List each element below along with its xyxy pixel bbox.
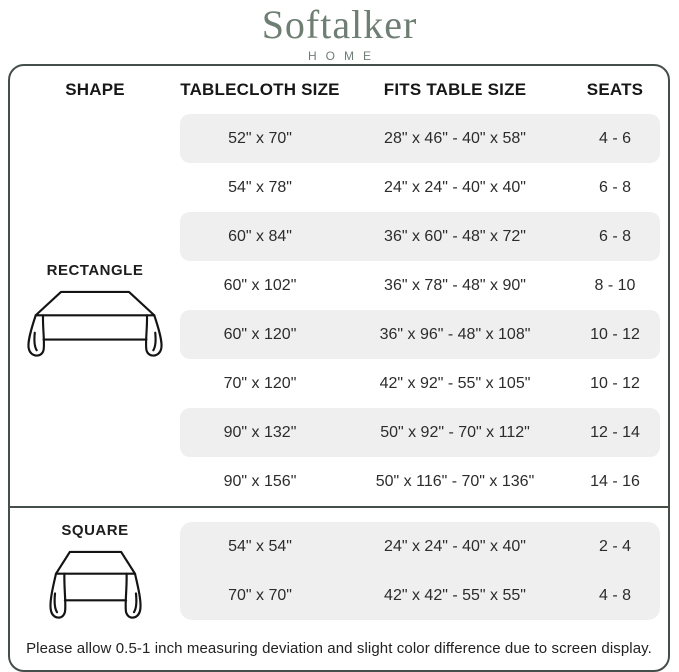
table-row [180,261,660,310]
fits-table-size-cell: 36" x 96" - 48" x 108" [379,325,531,343]
seats-cell: 4 - 6 [598,129,631,147]
tablecloth-size-cell: 52" x 70" [228,129,292,147]
seats-cell: 10 - 12 [590,325,640,343]
seats-cell: 4 - 8 [598,586,631,604]
seats-cell: 14 - 16 [590,472,640,490]
table-row [180,522,660,571]
tablecloth-size-cell: 54" x 54" [228,537,292,555]
header-shape: SHAPE [65,80,125,99]
seats-cell: 2 - 4 [598,537,631,555]
square-rows-block [180,522,660,620]
table-row [180,408,660,457]
header-row [10,66,668,114]
fits-table-size-cell: 36" x 78" - 48" x 90" [384,276,526,294]
measuring-deviation-note: Please allow 0.5-1 inch measuring deviation and slight color difference due to screen display. [26,640,652,657]
rectangle-rows [180,114,660,506]
rectangle-tablecloth-icon [27,289,163,359]
tablecloth-size-cell: 60" x 102" [223,276,297,294]
tablecloth-size-cell: 60" x 84" [228,227,292,245]
table-row [180,571,660,620]
fits-table-size-cell: 24" x 24" - 40" x 40" [384,537,526,555]
table-row [180,310,660,359]
header-tablecloth-size [180,80,340,100]
size-chart [8,64,670,672]
rectangle-label: RECTANGLE [46,261,144,279]
fits-table-size-cell: 42" x 42" - 55" x 55" [384,586,526,604]
rectangle-shape-column [10,114,180,506]
seats-cell: 12 - 14 [590,423,640,441]
square-shape-column [10,522,180,625]
header-fits-table-size: FITS TABLE SIZE [383,80,527,99]
fits-table-size-cell: 28" x 46" - 40" x 58" [384,129,526,147]
table-row [180,114,660,163]
table-row [180,212,660,261]
seats-cell: 10 - 12 [590,374,640,392]
tablecloth-size-cell: 70" x 70" [228,586,292,604]
header-tablecloth-word: TABLECLOTH [180,80,297,99]
brand-sub-label: HOME [308,49,380,63]
square-label: SQUARE [61,522,129,539]
brand-logo: Softalker [261,2,418,47]
tablecloth-size-cell: 70" x 120" [223,374,297,392]
fits-table-size-cell: 24" x 24" - 40" x 40" [384,178,526,196]
tablecloth-size-cell: 60" x 120" [223,325,297,343]
fits-table-size-cell: 36" x 60" - 48" x 72" [384,227,526,245]
header-size-word: SIZE [301,80,340,99]
tablecloth-size-cell: 90" x 156" [223,472,297,490]
seats-cell: 6 - 8 [598,227,631,245]
brand-header [0,0,679,62]
table-row [180,163,660,212]
square-tablecloth-icon [48,549,142,625]
tablecloth-size-cell: 54" x 78" [228,178,292,196]
table-row [180,359,660,408]
seats-cell: 8 - 10 [594,276,636,294]
tablecloth-size-cell: 90" x 132" [223,423,297,441]
seats-cell: 6 - 8 [598,178,631,196]
table-row [180,457,660,506]
fits-table-size-cell: 50" x 92" - 70" x 112" [380,423,530,441]
fits-table-size-cell: 50" x 116" - 70" x 136" [375,472,535,490]
square-rows [180,522,660,625]
fits-table-size-cell: 42" x 92" - 55" x 105" [379,374,531,392]
header-seats: SEATS [586,80,644,99]
rectangle-section [10,114,668,506]
square-section [10,506,668,631]
